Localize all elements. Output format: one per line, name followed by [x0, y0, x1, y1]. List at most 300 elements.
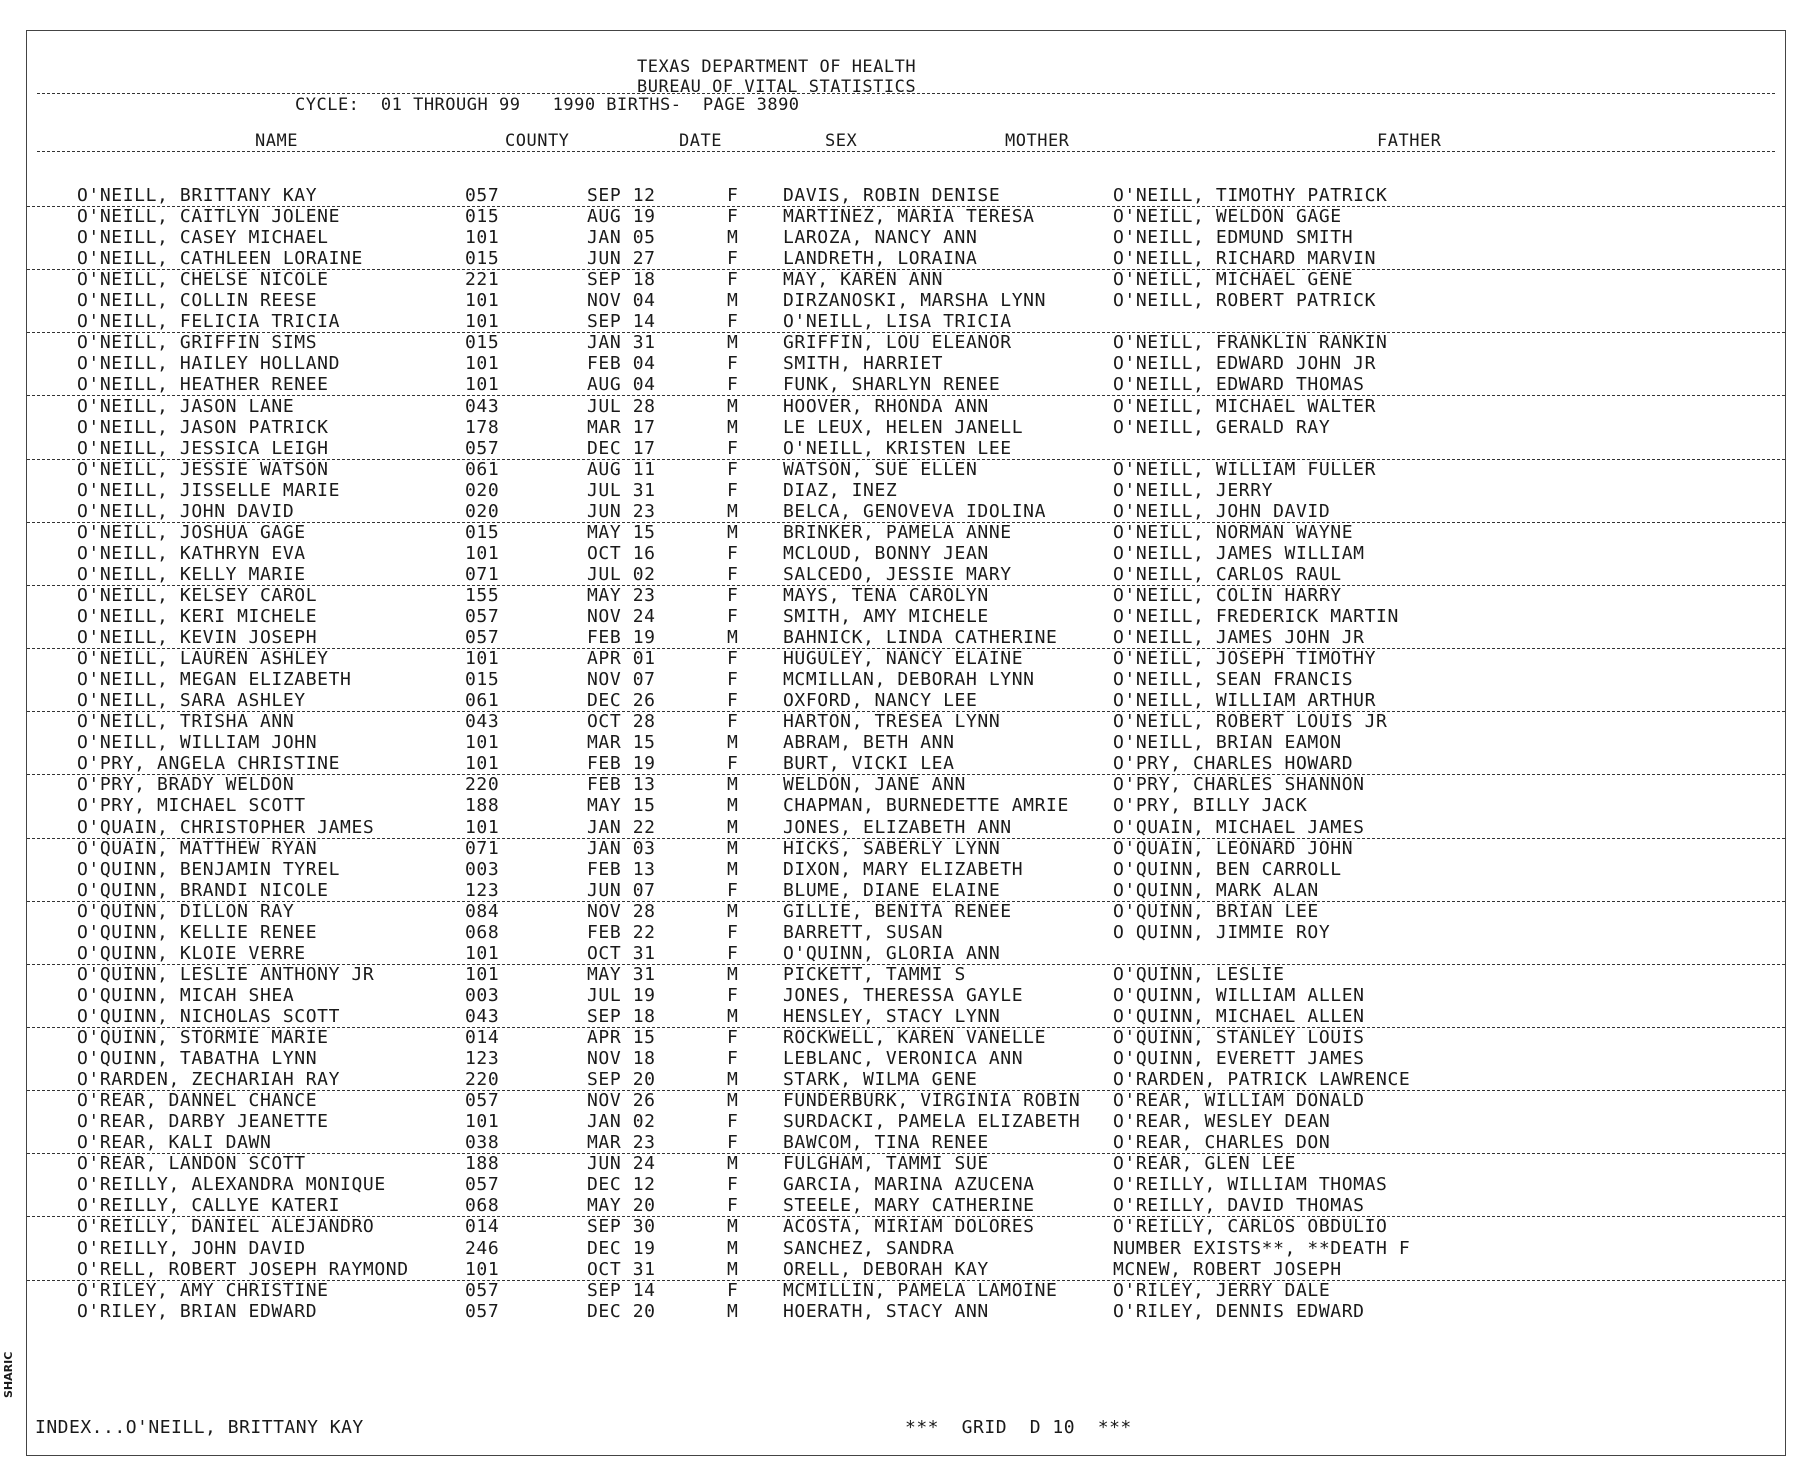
- index-line: INDEX...O'NEILL, BRITTANY KAY: [35, 1417, 364, 1438]
- table-row: [27, 1132, 1785, 1154]
- record-father: O'RILEY, JERRY DALE: [1113, 1279, 1331, 1301]
- record-sex: M: [727, 1300, 739, 1322]
- record-county: 101: [465, 374, 500, 396]
- record-sex: F: [727, 921, 739, 943]
- table-row: [27, 1301, 1785, 1322]
- record-mother: JONES, THERESSA GAYLE: [783, 984, 1024, 1006]
- record-mother: ACOSTA, MIRIAM DOLORES: [783, 1216, 1035, 1238]
- record-county: 057: [465, 1090, 500, 1112]
- record-father: O'PRY, CHARLES HOWARD: [1113, 753, 1354, 775]
- record-date: NOV 04: [587, 290, 656, 312]
- record-county: 101: [465, 290, 500, 312]
- record-county: 057: [465, 606, 500, 627]
- record-name: O'NEILL, KELSEY CAROL: [77, 584, 318, 606]
- record-date: FEB 19: [587, 753, 656, 775]
- record-county: 101: [465, 542, 500, 564]
- table-row: [27, 985, 1785, 1006]
- table-row: [27, 753, 1785, 775]
- record-county: 123: [465, 879, 500, 901]
- record-father: O'NEILL, JAMES JOHN JR: [1113, 627, 1365, 649]
- record-sex: M: [727, 1237, 739, 1259]
- record-county: 015: [465, 521, 500, 543]
- record-sex: F: [727, 584, 739, 606]
- record-father: O'NEILL, FREDERICK MARTIN: [1113, 606, 1399, 627]
- table-row: [27, 1111, 1785, 1132]
- record-mother: DIAZ, INEZ: [783, 479, 898, 501]
- record-name: O'NEILL, HAILEY HOLLAND: [77, 353, 341, 375]
- table-row: [27, 1174, 1785, 1195]
- record-date: JAN 31: [587, 332, 656, 354]
- table-row: [27, 353, 1785, 374]
- record-sex: M: [727, 963, 739, 985]
- record-father: O'RILEY, DENNIS EDWARD: [1113, 1300, 1365, 1322]
- record-county: 043: [465, 395, 500, 417]
- table-row: [27, 564, 1785, 586]
- record-name: O'NEILL, SARA ASHLEY: [77, 690, 306, 712]
- record-father: O'NEILL, JERRY: [1113, 479, 1274, 501]
- record-mother: FUNDERBURK, VIRGINIA ROBIN: [783, 1090, 1081, 1112]
- record-father: O'QUINN, MICHAEL ALLEN: [1113, 1005, 1365, 1027]
- record-date: MAY 15: [587, 521, 656, 543]
- table-row: [27, 1027, 1785, 1048]
- record-mother: BRINKER, PAMELA ANNE: [783, 521, 1012, 543]
- record-name: O'NEILL, MEGAN ELIZABETH: [77, 669, 352, 691]
- record-sex: M: [727, 900, 739, 922]
- record-name: O'NEILL, COLLIN REESE: [77, 290, 318, 312]
- record-county: 188: [465, 795, 500, 817]
- record-date: SEP 14: [587, 311, 656, 333]
- record-name: O'REILLY, JOHN DAVID: [77, 1237, 306, 1259]
- record-county: 057: [465, 627, 500, 649]
- table-row: [27, 1216, 1785, 1237]
- record-name: O'QUAIN, CHRISTOPHER JAMES: [77, 816, 375, 838]
- record-date: DEC 17: [587, 437, 656, 459]
- record-sex: F: [727, 942, 739, 964]
- column-header-father: FATHER: [1377, 131, 1442, 151]
- record-name: O'NEILL, WILLIAM JOHN: [77, 732, 318, 754]
- record-date: DEC 20: [587, 1300, 656, 1322]
- record-date: FEB 04: [587, 353, 656, 375]
- record-county: 068: [465, 1195, 500, 1217]
- column-header-mother: MOTHER: [1005, 131, 1070, 151]
- record-name: O'QUAIN, MATTHEW RYAN: [77, 837, 318, 859]
- table-row: [27, 859, 1785, 880]
- record-name: O'QUINN, KELLIE RENEE: [77, 921, 318, 943]
- record-mother: O'NEILL, LISA TRICIA: [783, 311, 1012, 333]
- table-row: [27, 585, 1785, 606]
- record-sex: F: [727, 1174, 739, 1196]
- record-sex: M: [727, 837, 739, 859]
- record-name: O'QUINN, DILLON RAY: [77, 900, 295, 922]
- record-county: 014: [465, 1027, 500, 1048]
- record-sex: F: [727, 669, 739, 691]
- record-sex: F: [727, 311, 739, 333]
- record-mother: GRIFFIN, LOU ELEANOR: [783, 332, 1012, 354]
- record-mother: CHAPMAN, BURNEDETTE AMRIE: [783, 795, 1069, 817]
- record-date: JAN 03: [587, 837, 656, 859]
- record-county: 015: [465, 206, 500, 228]
- record-date: FEB 13: [587, 858, 656, 880]
- record-date: MAR 17: [587, 416, 656, 438]
- record-sex: F: [727, 1027, 739, 1048]
- record-county: 101: [465, 753, 500, 775]
- record-mother: JONES, ELIZABETH ANN: [783, 816, 1012, 838]
- record-county: 020: [465, 500, 500, 522]
- record-name: O'PRY, MICHAEL SCOTT: [77, 795, 306, 817]
- record-date: JUN 27: [587, 248, 656, 270]
- table-row: [27, 711, 1785, 732]
- record-sex: M: [727, 395, 739, 417]
- department-title: TEXAS DEPARTMENT OF HEALTH: [637, 57, 917, 77]
- record-father: O'NEILL, EDMUND SMITH: [1113, 227, 1354, 249]
- record-mother: SALCEDO, JESSIE MARY: [783, 563, 1012, 585]
- record-sex: M: [727, 416, 739, 438]
- document-sheet: [26, 30, 1786, 1456]
- record-date: NOV 26: [587, 1090, 656, 1112]
- side-stamp: SHARIC: [2, 1351, 15, 1398]
- record-name: O'NEILL, KEVIN JOSEPH: [77, 627, 318, 649]
- table-row: [27, 311, 1785, 333]
- record-father: O'NEILL, MICHAEL GENE: [1113, 269, 1354, 291]
- record-name: O'QUINN, TABATHA LYNN: [77, 1048, 318, 1070]
- column-header-date: DATE: [679, 131, 722, 151]
- cycle-line: CYCLE: 01 THROUGH 99 1990 BIRTHS- PAGE 3890: [295, 95, 800, 115]
- record-date: DEC 19: [587, 1237, 656, 1259]
- record-date: OCT 31: [587, 1258, 656, 1280]
- record-name: O'RELL, ROBERT JOSEPH RAYMOND: [77, 1258, 409, 1280]
- record-name: O'NEILL, JESSICA LEIGH: [77, 437, 329, 459]
- record-date: NOV 18: [587, 1048, 656, 1070]
- record-mother: MCLOUD, BONNY JEAN: [783, 542, 989, 564]
- record-mother: O'NEILL, KRISTEN LEE: [783, 437, 1012, 459]
- record-father: O'NEILL, BRIAN EAMON: [1113, 732, 1342, 754]
- grid-label: *** GRID D 10 ***: [905, 1417, 1132, 1438]
- record-father: O QUINN, JIMMIE ROY: [1113, 921, 1331, 943]
- record-father: O'QUINN, BEN CARROLL: [1113, 858, 1342, 880]
- record-county: 057: [465, 1300, 500, 1322]
- record-mother: LAROZA, NANCY ANN: [783, 227, 978, 249]
- record-sex: F: [727, 206, 739, 228]
- record-father: O'NEILL, EDWARD JOHN JR: [1113, 353, 1377, 375]
- record-mother: MAY, KAREN ANN: [783, 269, 944, 291]
- record-mother: SMITH, HARRIET: [783, 353, 944, 375]
- record-county: 123: [465, 1048, 500, 1070]
- record-county: 101: [465, 227, 500, 249]
- record-county: 221: [465, 269, 500, 291]
- table-row: [27, 669, 1785, 690]
- table-row: [27, 774, 1785, 795]
- record-sex: M: [727, 500, 739, 522]
- record-date: JUL 19: [587, 984, 656, 1006]
- table-row: [27, 732, 1785, 753]
- record-mother: SMITH, AMY MICHELE: [783, 606, 989, 627]
- record-county: 057: [465, 1279, 500, 1301]
- record-mother: HUGULEY, NANCY ELAINE: [783, 648, 1024, 670]
- record-father: O'PRY, CHARLES SHANNON: [1113, 774, 1365, 796]
- record-name: O'PRY, BRADY WELDON: [77, 774, 295, 796]
- table-row: [27, 1153, 1785, 1174]
- record-county: 043: [465, 711, 500, 733]
- record-father: O'NEILL, EDWARD THOMAS: [1113, 374, 1365, 396]
- record-date: JUN 23: [587, 500, 656, 522]
- record-sex: F: [727, 374, 739, 396]
- record-date: OCT 16: [587, 542, 656, 564]
- record-county: 068: [465, 921, 500, 943]
- table-row: [27, 501, 1785, 523]
- table-row: [27, 396, 1785, 417]
- record-county: 057: [465, 1174, 500, 1196]
- record-date: NOV 07: [587, 669, 656, 691]
- record-county: 101: [465, 648, 500, 670]
- record-date: DEC 26: [587, 690, 656, 712]
- record-sex: M: [727, 1153, 739, 1175]
- record-county: 015: [465, 248, 500, 270]
- record-mother: LANDRETH, LORAINA: [783, 248, 978, 270]
- record-sex: M: [727, 732, 739, 754]
- record-sex: M: [727, 1069, 739, 1091]
- record-mother: DIXON, MARY ELIZABETH: [783, 858, 1024, 880]
- record-sex: F: [727, 690, 739, 712]
- record-sex: M: [727, 227, 739, 249]
- record-father: O'REAR, GLEN LEE: [1113, 1153, 1296, 1175]
- record-father: O'NEILL, WILLIAM ARTHUR: [1113, 690, 1377, 712]
- table-row: [27, 417, 1785, 438]
- record-sex: M: [727, 774, 739, 796]
- record-county: 020: [465, 479, 500, 501]
- record-county: 057: [465, 185, 500, 206]
- record-father: O'PRY, BILLY JACK: [1113, 795, 1308, 817]
- record-date: MAY 20: [587, 1195, 656, 1217]
- record-father: O'NEILL, SEAN FRANCIS: [1113, 669, 1354, 691]
- record-date: NOV 24: [587, 606, 656, 627]
- record-date: AUG 11: [587, 458, 656, 480]
- record-date: JUL 31: [587, 479, 656, 501]
- record-sex: M: [727, 1090, 739, 1112]
- record-county: 101: [465, 353, 500, 375]
- record-name: O'NEILL, JESSIE WATSON: [77, 458, 329, 480]
- record-date: SEP 30: [587, 1216, 656, 1238]
- record-sex: M: [727, 1005, 739, 1027]
- table-row: [27, 627, 1785, 649]
- record-name: O'NEILL, GRIFFIN SIMS: [77, 332, 318, 354]
- table-row: [27, 1280, 1785, 1301]
- record-date: SEP 12: [587, 185, 656, 206]
- record-sex: F: [727, 185, 739, 206]
- table-row: [27, 332, 1785, 353]
- record-mother: BURT, VICKI LEA: [783, 753, 955, 775]
- record-name: O'NEILL, KERI MICHELE: [77, 606, 318, 627]
- record-date: SEP 14: [587, 1279, 656, 1301]
- record-name: O'NEILL, FELICIA TRICIA: [77, 311, 341, 333]
- record-sex: F: [727, 1048, 739, 1070]
- record-mother: ABRAM, BETH ANN: [783, 732, 955, 754]
- record-mother: GARCIA, MARINA AZUCENA: [783, 1174, 1035, 1196]
- table-row: [27, 1195, 1785, 1217]
- record-date: DEC 12: [587, 1174, 656, 1196]
- table-row: [27, 880, 1785, 902]
- record-sex: M: [727, 332, 739, 354]
- table-row: [27, 1238, 1785, 1259]
- record-sex: F: [727, 1132, 739, 1154]
- table-row: [27, 838, 1785, 859]
- table-row: [27, 185, 1785, 207]
- table-row: [27, 1069, 1785, 1091]
- table-row: [27, 543, 1785, 564]
- record-father: O'NEILL, TIMOTHY PATRICK: [1113, 185, 1388, 206]
- record-name: O'QUINN, KLOIE VERRE: [77, 942, 306, 964]
- record-mother: FULGHAM, TAMMI SUE: [783, 1153, 989, 1175]
- record-father: O'NEILL, RICHARD MARVIN: [1113, 248, 1377, 270]
- record-county: 101: [465, 942, 500, 964]
- record-father: NUMBER EXISTS**, **DEATH F: [1113, 1237, 1411, 1259]
- record-sex: M: [727, 627, 739, 649]
- record-county: 101: [465, 1258, 500, 1280]
- table-row: [27, 648, 1785, 669]
- record-name: O'QUINN, MICAH SHEA: [77, 984, 295, 1006]
- record-county: 178: [465, 416, 500, 438]
- record-mother: BLUME, DIANE ELAINE: [783, 879, 1001, 901]
- table-row: [27, 690, 1785, 712]
- record-county: 015: [465, 332, 500, 354]
- record-sex: F: [727, 479, 739, 501]
- record-date: FEB 13: [587, 774, 656, 796]
- record-name: O'NEILL, JASON PATRICK: [77, 416, 329, 438]
- record-father: O'NEILL, JAMES WILLIAM: [1113, 542, 1365, 564]
- record-name: O'REAR, DANNEL CHANCE: [77, 1090, 318, 1112]
- record-name: O'NEILL, JASON LANE: [77, 395, 295, 417]
- record-mother: STEELE, MARY CATHERINE: [783, 1195, 1035, 1217]
- table-row: [27, 922, 1785, 943]
- record-father: O'NEILL, FRANKLIN RANKIN: [1113, 332, 1388, 354]
- record-mother: LE LEUX, HELEN JANELL: [783, 416, 1024, 438]
- record-mother: GILLIE, BENITA RENEE: [783, 900, 1012, 922]
- record-father: O'NEILL, WELDON GAGE: [1113, 206, 1342, 228]
- record-mother: LEBLANC, VERONICA ANN: [783, 1048, 1024, 1070]
- record-father: O'REILLY, WILLIAM THOMAS: [1113, 1174, 1388, 1196]
- record-date: APR 15: [587, 1027, 656, 1048]
- record-mother: HARTON, TRESEA LYNN: [783, 711, 1001, 733]
- record-name: O'REILLY, CALLYE KATERI: [77, 1195, 341, 1217]
- column-header-name: NAME: [255, 131, 298, 151]
- record-mother: BAHNICK, LINDA CATHERINE: [783, 627, 1058, 649]
- record-county: 220: [465, 774, 500, 796]
- record-mother: DAVIS, ROBIN DENISE: [783, 185, 1001, 206]
- record-county: 061: [465, 690, 500, 712]
- record-county: 155: [465, 584, 500, 606]
- record-county: 101: [465, 1111, 500, 1133]
- record-mother: STARK, WILMA GENE: [783, 1069, 978, 1091]
- record-date: OCT 31: [587, 942, 656, 964]
- record-sex: M: [727, 1216, 739, 1238]
- record-sex: M: [727, 816, 739, 838]
- record-sex: F: [727, 353, 739, 375]
- record-mother: MARTINEZ, MARIA TERESA: [783, 206, 1035, 228]
- record-name: O'REAR, KALI DAWN: [77, 1132, 272, 1154]
- record-name: O'NEILL, KATHRYN EVA: [77, 542, 306, 564]
- record-sex: F: [727, 984, 739, 1006]
- record-name: O'QUINN, LESLIE ANTHONY JR: [77, 963, 375, 985]
- record-date: SEP 18: [587, 1005, 656, 1027]
- record-date: MAY 31: [587, 963, 656, 985]
- record-mother: HENSLEY, STACY LYNN: [783, 1005, 1001, 1027]
- record-name: O'NEILL, HEATHER RENEE: [77, 374, 329, 396]
- column-header-county: COUNTY: [505, 131, 570, 151]
- record-date: JUN 07: [587, 879, 656, 901]
- record-name: O'QUINN, BRANDI NICOLE: [77, 879, 329, 901]
- table-row: [27, 248, 1785, 270]
- record-father: O'QUINN, EVERETT JAMES: [1113, 1048, 1365, 1070]
- record-sex: F: [727, 711, 739, 733]
- record-name: O'PRY, ANGELA CHRISTINE: [77, 753, 341, 775]
- record-mother: ORELL, DEBORAH KAY: [783, 1258, 989, 1280]
- record-sex: F: [727, 248, 739, 270]
- record-father: O'QUINN, BRIAN LEE: [1113, 900, 1319, 922]
- record-father: O'NEILL, JOSEPH TIMOTHY: [1113, 648, 1377, 670]
- record-father: O'QUINN, MARK ALAN: [1113, 879, 1319, 901]
- record-name: O'NEILL, BRITTANY KAY: [77, 185, 318, 206]
- record-father: O'REAR, CHARLES DON: [1113, 1132, 1331, 1154]
- table-row: [27, 943, 1785, 965]
- record-sex: F: [727, 606, 739, 627]
- record-date: OCT 28: [587, 711, 656, 733]
- record-mother: DIRZANOSKI, MARSHA LYNN: [783, 290, 1047, 312]
- record-date: JUN 24: [587, 1153, 656, 1175]
- record-mother: WELDON, JANE ANN: [783, 774, 966, 796]
- record-county: 003: [465, 984, 500, 1006]
- record-date: SEP 20: [587, 1069, 656, 1091]
- record-county: 038: [465, 1132, 500, 1154]
- record-county: 071: [465, 837, 500, 859]
- record-sex: F: [727, 437, 739, 459]
- record-name: O'NEILL, CASEY MICHAEL: [77, 227, 329, 249]
- bureau-title: BUREAU OF VITAL STATISTICS: [637, 77, 917, 97]
- record-date: MAR 15: [587, 732, 656, 754]
- record-sex: F: [727, 1279, 739, 1301]
- record-name: O'NEILL, JISSELLE MARIE: [77, 479, 341, 501]
- record-father: O'NEILL, JOHN DAVID: [1113, 500, 1331, 522]
- record-father: O'NEILL, ROBERT LOUIS JR: [1113, 711, 1388, 733]
- record-mother: BELCA, GENOVEVA IDOLINA: [783, 500, 1047, 522]
- record-mother: FUNK, SHARLYN RENEE: [783, 374, 1001, 396]
- record-mother: HOERATH, STACY ANN: [783, 1300, 989, 1322]
- record-date: JUL 02: [587, 563, 656, 585]
- record-date: APR 01: [587, 648, 656, 670]
- record-name: O'RILEY, BRIAN EDWARD: [77, 1300, 318, 1322]
- record-date: SEP 18: [587, 269, 656, 291]
- record-mother: PICKETT, TAMMI S: [783, 963, 966, 985]
- table-row: [27, 817, 1785, 839]
- record-county: 061: [465, 458, 500, 480]
- record-father: O'QUAIN, LEONARD JOHN: [1113, 837, 1354, 859]
- record-mother: HOOVER, RHONDA ANN: [783, 395, 989, 417]
- record-county: 015: [465, 669, 500, 691]
- table-row: [27, 438, 1785, 460]
- record-sex: M: [727, 290, 739, 312]
- table-row: [27, 1048, 1785, 1069]
- record-name: O'RARDEN, ZECHARIAH RAY: [77, 1069, 341, 1091]
- record-name: O'REILLY, ALEXANDRA MONIQUE: [77, 1174, 386, 1196]
- record-date: MAY 15: [587, 795, 656, 817]
- record-father: O'NEILL, GERALD RAY: [1113, 416, 1331, 438]
- table-row: [27, 522, 1785, 543]
- birth-records-table: [27, 31, 1785, 1455]
- record-county: 220: [465, 1069, 500, 1091]
- record-mother: SURDACKI, PAMELA ELIZABETH: [783, 1111, 1081, 1133]
- record-sex: F: [727, 458, 739, 480]
- table-row: [27, 1090, 1785, 1111]
- record-county: 014: [465, 1216, 500, 1238]
- record-name: O'QUINN, BENJAMIN TYREL: [77, 858, 341, 880]
